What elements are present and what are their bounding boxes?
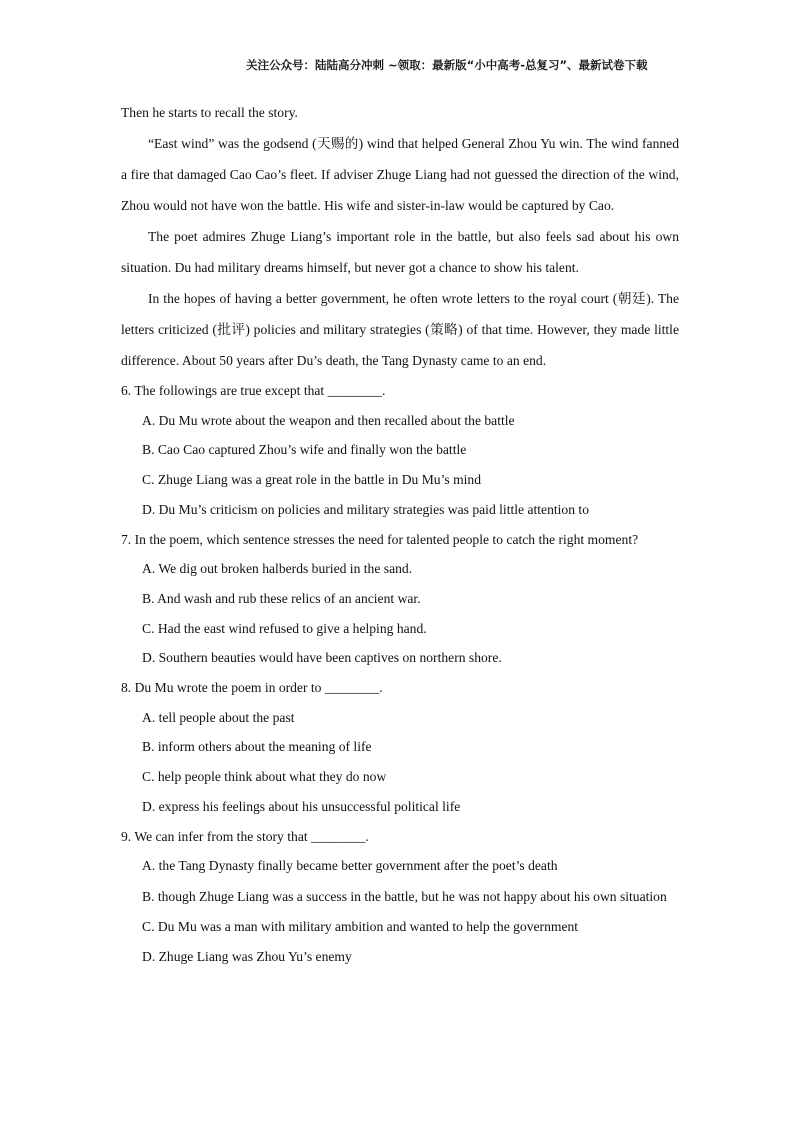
question-stem: 7. In the poem, which sentence stresses the need for talented people to catch the right moment? [121,531,639,547]
question-7 [121,525,679,674]
question-8 [121,673,679,822]
passage-paragraph: “East wind” was the godsend (天赐的) wind that helped General Zhou Yu win. The wind fanned a fire that damaged Cao Cao’s fleet. If adviser Zhuge Liang had not guessed the direction of the wind, Zhou would not have won the battle. His wife and sister-in-law would be captured by Cao. [121,136,679,213]
answer-option: B. Cao Cao captured Zhou’s wife and finally won the battle [142,442,467,458]
answer-option: A. Du Mu wrote about the weapon and then recalled about the battle [142,412,515,428]
passage-paragraph: Then he starts to recall the story. [121,105,298,120]
answer-option: C. Had the east wind refused to give a helping hand. [142,620,427,636]
question-stem: 6. The followings are true except that ________. [121,383,386,398]
answer-option: C. Du Mu was a man with military ambition and wanted to help the government [142,918,579,934]
answer-option: D. express his feelings about his unsuccessful political life [142,798,461,814]
question-stem: 9. We can infer from the story that ________. [121,828,369,844]
passage-paragraph: The poet admires Zhuge Liang’s important role in the battle, but also feels sad about his own situation. Du had military dreams himself, but never got a chance to show his talent. [121,229,679,275]
document-body [121,97,679,971]
answer-option: A. tell people about the past [142,709,295,725]
answer-option: C. Zhuge Liang was a great role in the battle in Du Mu’s mind [142,472,482,488]
answer-option: B. And wash and rub these relics of an ancient war. [142,590,421,606]
question-stem: 8. Du Mu wrote the poem in order to ________. [121,680,383,696]
answer-option: D. Zhuge Liang was Zhou Yu’s enemy [142,948,352,964]
passage-paragraph: In the hopes of having a better government, he often wrote letters to the royal court (朝廷). The letters criticized (批评) policies and military strategies (策略) of that time. However, they made little difference. About 50 years after Du’s death, the Tang Dynasty came to an end. [121,291,679,368]
answer-option: B. inform others about the meaning of life [142,739,372,755]
answer-option: B. though Zhuge Liang was a success in the battle, but he was not happy about his own situation [142,888,667,904]
page-header-banner: 关注公众号：陆陆高分冲刺 ~领取：最新版“小中高考-总复习”、最新试卷下载 [246,58,648,72]
answer-option: D. Southern beauties would have been captives on northern shore. [142,650,502,666]
question-9 [121,822,679,972]
answer-option: A. We dig out broken halberds buried in the sand. [142,561,413,577]
answer-option: C. help people think about what they do now [142,769,387,785]
answer-option: D. Du Mu’s criticism on policies and military strategies was paid little attention to [142,501,590,517]
answer-option: A. the Tang Dynasty finally became better government after the poet’s death [142,858,558,874]
question-6 [121,376,679,525]
